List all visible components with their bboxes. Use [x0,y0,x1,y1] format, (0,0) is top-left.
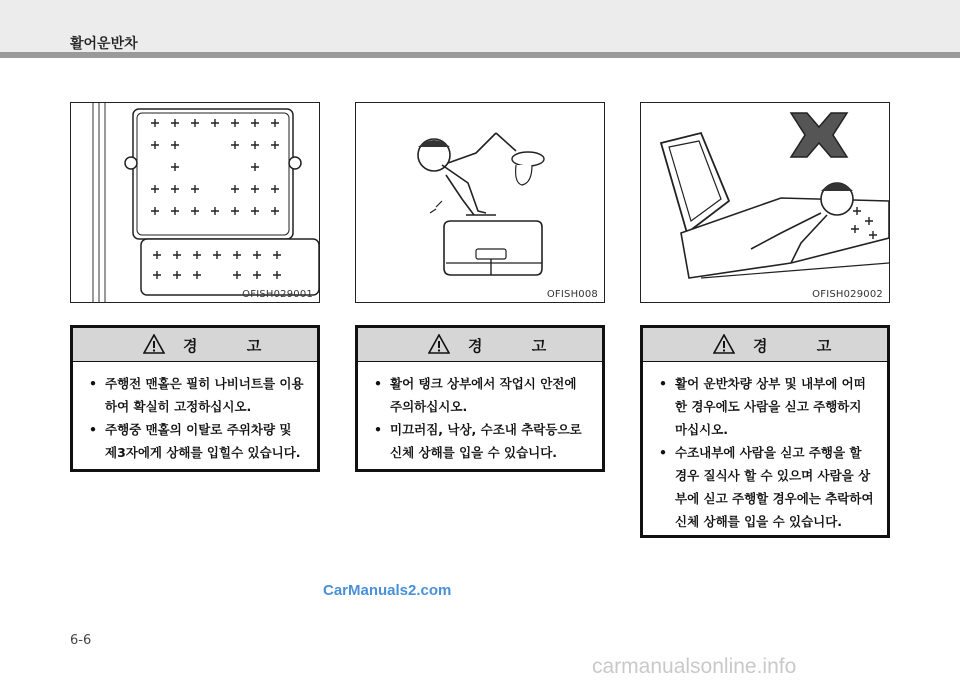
watermark-link[interactable]: CarManuals2.com [323,582,452,599]
figure-tank-fall [355,102,605,303]
figure-code: OFISH008 [546,289,598,300]
manhole-cover-illustration [71,103,319,302]
warning-item: • 미끄러짐, 낙상, 수조내 추락등으로 신체 상해를 입을 수 있습니다. [374,422,582,460]
warning-header [358,328,602,362]
person-falling-from-tank-illustration [356,103,604,302]
person-falling-from-vehicle-prohibited-illustration [641,103,889,302]
warning-item: • 활어 운반차량 상부 및 내부에 어떠한 경우에도 사람을 싣고 주행하지 마십시오. [659,376,866,437]
warning-title: 경 고 [183,337,284,355]
warning-triangle-icon [713,334,735,354]
warning-header [643,328,887,362]
figure-vehicle-prohibited [640,102,890,303]
warning-box-3 [640,325,890,538]
warning-box-1 [70,325,320,472]
page-number: 6-6 [70,633,92,648]
warning-item: • 수조내부에 사람을 싣고 주행을 할 경우 질식사 할 수 있으며 사람을 상부에 싣고 주행할 경우에는 추락하여 신체 상해를 입을 수 있습니다. [659,445,874,529]
warning-header [73,328,317,362]
prohibited-x-icon [791,113,847,157]
warning-item: • 주행전 맨홀은 필히 나비너트를 이용 하여 확실히 고정하십시오. [89,376,304,414]
warning-box-2 [355,325,605,472]
header-divider [0,52,960,58]
page-header [0,0,960,52]
section-title: 활어운반차 [70,36,138,52]
footer-watermark: carmanualsonline.info [592,655,797,678]
warning-item: • 주행중 맨홀의 이탈로 주위차량 및 제3자에게 상해를 입힐수 있습니다. [89,422,301,460]
figure-code: OFISH029001 [242,289,313,300]
warning-triangle-icon [428,334,450,354]
warning-triangle-icon [143,334,165,354]
figure-code: OFISH029002 [812,289,883,300]
warning-title: 경 고 [753,337,854,355]
warning-item: • 활어 탱크 상부에서 작업시 안전에 주의하십시오. [374,376,577,414]
warning-title: 경 고 [468,337,569,355]
figure-manhole [70,102,320,303]
